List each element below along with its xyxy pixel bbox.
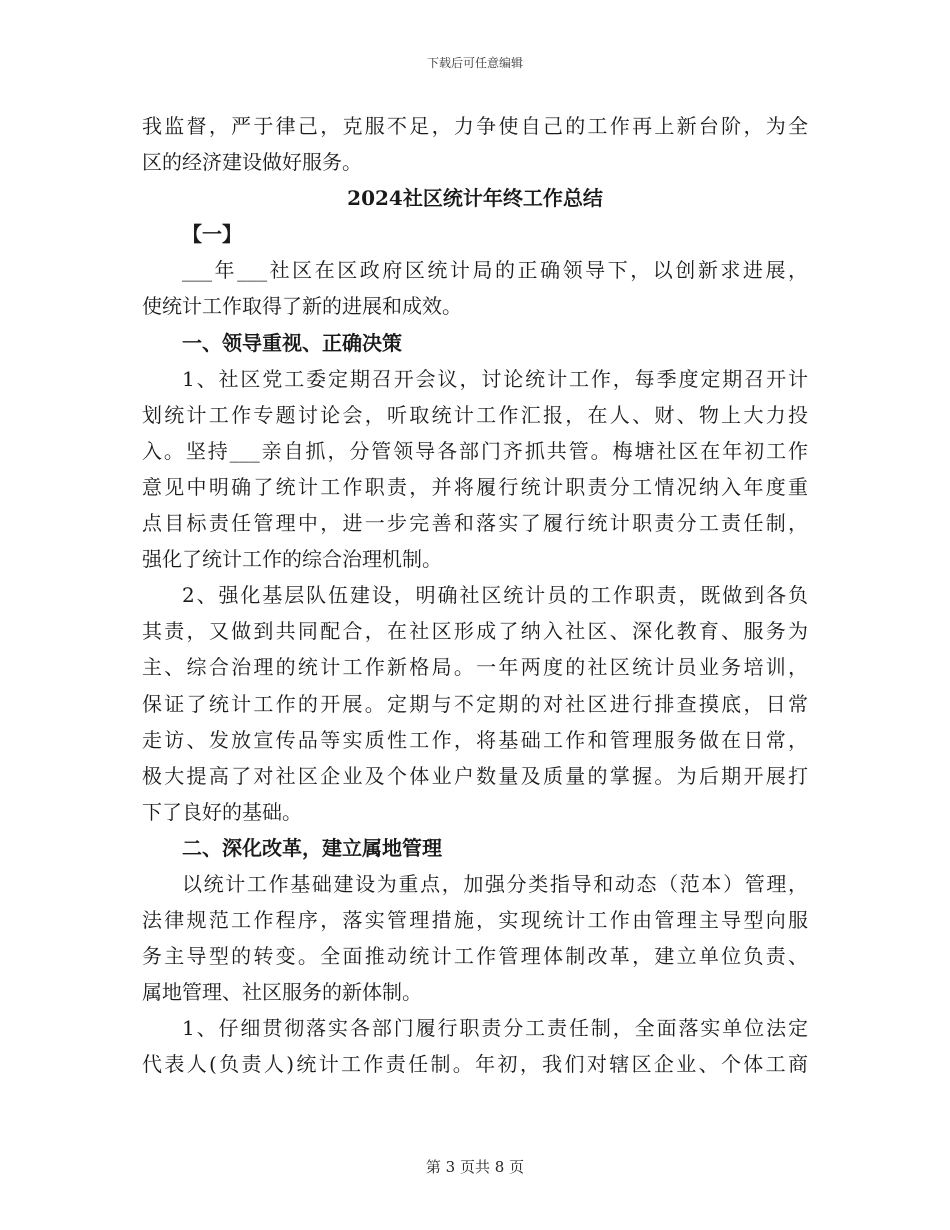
body-line: 法律规范工作程序，落实管理措施，实现统计工作由管理主导型向服 bbox=[142, 908, 808, 933]
section-heading: 一、领导重视、正确决策 bbox=[182, 330, 402, 355]
body-line: 2、强化基层队伍建设，明确社区统计员的工作职责，既做到各负 bbox=[182, 583, 808, 608]
body-line: 1、社区党工委定期召开会议，讨论统计工作，每季度定期召开计 bbox=[182, 366, 808, 391]
document-body bbox=[142, 108, 808, 1083]
body-line: 代表人(负责人)统计工作责任制。年初，我们对辖区企业、个体工商 bbox=[142, 1052, 808, 1077]
body-line: 1、仔细贯彻落实各部门履行职责分工责任制，全面落实单位法定 bbox=[182, 1016, 808, 1041]
body-line: 以统计工作基础建设为重点，加强分类指导和动态（范本）管理， bbox=[182, 871, 808, 896]
section-heading: 二、深化改革，建立属地管理 bbox=[182, 835, 442, 860]
page-header: 下载后可任意编辑 bbox=[426, 56, 523, 70]
body-line: 务主导型的转变。全面推动统计工作管理体制改革，建立单位负责、 bbox=[142, 944, 808, 969]
body-line: 极大提高了对社区企业及个体业户数量及质量的掌握。为后期开展打 bbox=[142, 763, 808, 788]
body-line: 其责，又做到共同配合，在社区形成了纳入社区、深化教育、服务为 bbox=[142, 619, 808, 644]
document-title: 2024社区统计年终工作总结 bbox=[347, 186, 603, 211]
body-line: 保证了统计工作的开展。定期与不定期的对社区进行排查摸底，日常 bbox=[142, 691, 808, 716]
body-line: 入。坚持___亲自抓，分管领导各部门齐抓共管。梅塘社区在年初工作 bbox=[142, 438, 808, 463]
body-line: 属地管理、社区服务的新体制。 bbox=[142, 980, 422, 1005]
body-line: 主、综合治理的统计工作新格局。一年两度的社区统计员业务培训， bbox=[142, 655, 808, 680]
body-line: 区的经济建设做好服务。 bbox=[142, 150, 362, 175]
body-line: 强化了统计工作的综合治理机制。 bbox=[142, 547, 442, 572]
body-line: 划统计工作专题讨论会，听取统计工作汇报，在人、财、物上大力投 bbox=[142, 402, 808, 427]
body-line: 点目标责任管理中，进一步完善和落实了履行统计职责分工责任制， bbox=[142, 511, 808, 536]
body-line: 意见中明确了统计工作职责，并将履行统计职责分工情况纳入年度重 bbox=[142, 474, 808, 499]
body-line: 走访、发放宣传品等实质性工作，将基础工作和管理服务做在日常， bbox=[142, 727, 808, 752]
body-line: 我监督，严于律己，克服不足，力争使自己的工作再上新台阶，为全 bbox=[142, 114, 808, 138]
body-line: 使统计工作取得了新的进展和成效。 bbox=[142, 294, 462, 319]
body-line: 下了良好的基础。 bbox=[142, 799, 302, 824]
section-marker: 【一】 bbox=[182, 222, 242, 247]
body-line: ___年___社区在区政府区统计局的正确领导下，以创新求进展， bbox=[182, 258, 808, 283]
page-footer: 第 3 页共 8 页 bbox=[425, 1158, 525, 1176]
